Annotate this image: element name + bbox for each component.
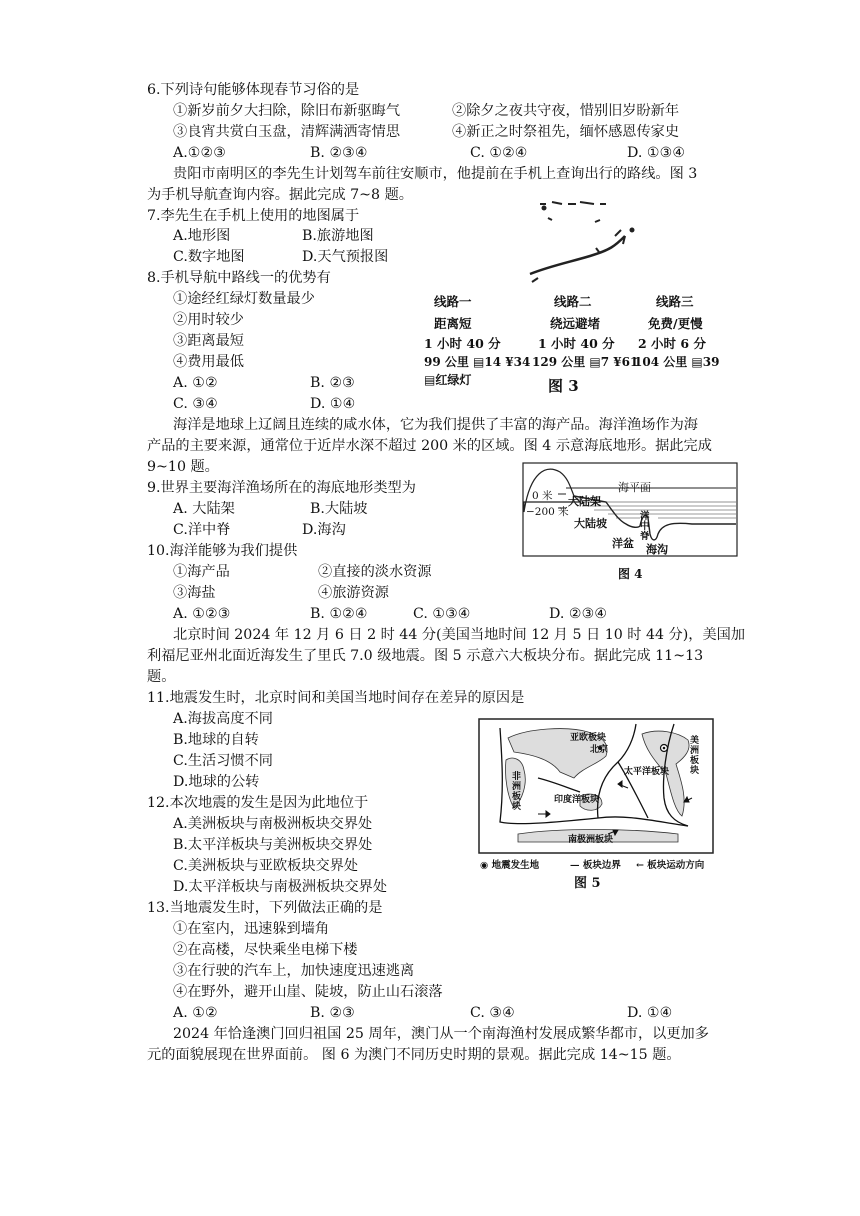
q12-option-d: D.太平洋板块与南极洲板块交界处 [173,879,388,895]
q6-item-2: ②除夕之夜共守夜，惜别旧岁盼新年 [452,103,680,119]
route-3-detail: 104 公里 ▤39 [634,355,720,369]
intro11-line-3: 题。 [147,669,176,685]
q12-option-a: A.美洲板块与南极洲板块交界处 [173,816,373,832]
route-3-tag: 免费/更慢 [648,316,703,331]
label-mid-ocean-ridge: 洋中脊 [640,511,650,542]
label-continental-shelf: 大陆架 [568,495,601,508]
q12-stem: 12.本次地震的发生是因为此地位于 [147,795,369,811]
q8-option-a: A. ①② [173,375,218,391]
intro11-line-1: 北京时间 2024 年 12 月 6 日 2 时 44 分(美国当地时间 12 月 5 日 10 时 44 分)，美国加 [173,627,746,643]
route-1-time: 1 小时 40 分 [424,336,501,351]
q7-option-b: B.旅游地图 [302,228,374,244]
boundary-line-icon: — [570,860,580,871]
q11-option-a: A.海拔高度不同 [173,711,273,727]
q13-item-1: ①在室内，迅速躲到墙角 [173,921,330,937]
q7-stem: 7.李先生在手机上使用的地图属于 [147,208,360,224]
q7-option-a: A.地形图 [173,228,231,244]
q10-stem: 10.海洋能够为我们提供 [147,543,298,559]
plate-eurasia: 亚欧板块 [570,733,607,743]
q11-option-d: D.地球的公转 [173,774,260,790]
q8-item-3: ③距离最短 [173,333,244,349]
q13-option-c: C. ③④ [470,1005,515,1021]
q6-item-1: ①新岁前夕大扫除，除旧布新驱晦气 [173,103,401,119]
q6-option-a: A.①②③ [173,145,226,161]
label-minus-200m: −200 米 [526,506,569,518]
q8-option-d: D. ①④ [310,396,356,412]
route-1-extra: ▤红绿灯 [424,373,472,387]
q6-item-4: ④新正之时祭祖先，缅怀感恩传家史 [452,124,680,140]
label-sea-level: 海平面 [618,481,651,494]
figure-4-caption: 图 4 [618,567,643,581]
intro9-line-2: 产品的主要来源，通常位于近岸水深不超过 200 米的区域。图 4 示意海底地形。据此完成 [147,438,712,454]
route-3-name: 线路三 [656,294,694,309]
q8-option-c: C. ③④ [173,396,218,412]
q7-option-d: D.天气预报图 [302,249,389,265]
q6-option-c: C. ①②④ [470,145,528,161]
legend-boundary-label: 板块边界 [582,860,621,871]
figure-5 [478,718,718,892]
q8-item-1: ①途经红绿灯数量最少 [173,291,315,307]
label-trench: 海沟 [646,543,668,556]
intro7-line-2: 为手机导航查询内容。据此完成 7~8 题。 [147,187,413,203]
q10-option-d: D. ②③④ [549,606,608,622]
q10-option-a: A. ①②③ [173,606,231,622]
q8-option-b: B. ②③ [310,375,355,391]
q9-option-b: B.大陆坡 [310,501,368,517]
intro11-line-2: 利福尼亚州北面近海发生了里氏 7.0 级地震。图 5 示意六大板块分布。据此完成 11~13 [147,648,704,664]
q8-item-4: ④费用最低 [173,354,244,370]
q8-item-2: ②用时较少 [173,312,244,328]
intro14-line-2: 元的面貌展现在世界面前。 图 6 为澳门不同历史时期的景观。据此完成 14~15 题。 [147,1047,681,1063]
q10-option-c: C. ①③④ [413,606,471,622]
plate-pacific: 太平洋板块 [624,767,670,777]
q9-option-d: D.海沟 [302,522,346,538]
route-2-tag: 绕远避堵 [550,316,601,331]
q6-option-d: D. ①③④ [627,145,686,161]
label-zero-m: 0 米 [532,490,553,502]
q12-option-b: B.太平洋板块与美洲板块交界处 [173,837,373,853]
route-1-tag: 距离短 [434,316,472,331]
q13-item-2: ②在高楼，尽快乘坐电梯下楼 [173,942,358,958]
route-2-name: 线路二 [554,294,592,309]
route-3-time: 2 小时 6 分 [638,336,706,351]
q10-option-b: B. ①②④ [310,606,368,622]
q8-stem: 8.手机导航中路线一的优势有 [147,270,331,286]
intro14-line-1: 2024 年恰逢澳门回归祖国 25 周年，澳门从一个南海渔村发展成繁华都市，以更加多 [173,1026,709,1042]
quake-location-icon: ◉ [480,860,489,871]
plate-americas: 美洲板块 [690,736,700,776]
legend-quake-label: 地震发生地 [491,860,540,871]
q13-option-d: D. ①④ [627,1005,673,1021]
q13-item-4: ④在野外，避开山崖、陡坡，防止山石滚落 [173,984,443,1000]
intro9-line-1: 海洋是地球上辽阔且连续的咸水体，它为我们提供了丰富的海产品。海洋渔场作为海 [173,417,698,433]
q13-option-b: B. ②③ [310,1005,355,1021]
q13-stem: 13.当地震发生时，下列做法正确的是 [147,900,383,916]
q7-option-c: C.数字地图 [173,249,245,265]
route-1-detail: 99 公里 ▤14 ¥34 [424,355,531,369]
figure-3 [420,196,720,396]
figure-3-caption: 图 3 [548,377,579,395]
q9-option-c: C.洋中脊 [173,522,231,538]
legend-quake [480,856,539,876]
q11-option-c: C.生活习惯不同 [173,753,273,769]
q10-item-1: ①海产品 [173,564,230,580]
plate-indian-ocean: 印度洋板块 [554,795,600,805]
plate-africa: 非洲板块 [512,772,522,812]
q6-item-3: ③良宵共赏白玉盘，清辉满洒寄情思 [173,124,401,140]
route-2-time: 1 小时 40 分 [538,336,615,351]
arrow-left-icon: ← [636,860,644,871]
q11-stem: 11.地震发生时，北京时间和美国当地时间存在差异的原因是 [147,690,525,706]
q6-option-b: B. ②③④ [310,145,368,161]
figure-5-caption: 图 5 [574,876,601,891]
q10-item-4: ④旅游资源 [318,585,389,601]
q11-option-b: B.地球的自转 [173,732,259,748]
legend-boundary [570,856,621,876]
q13-item-3: ③在行驶的汽车上，加快速度迅速逃离 [173,963,415,979]
legend-motion-label: 板块运动方向 [647,860,705,871]
city-beijing: 北京 [590,745,609,755]
route-2-detail: 129 公里 ▤7 ¥61 [532,355,639,369]
label-continental-slope: 大陆坡 [574,517,607,530]
q12-option-c: C.美洲板块与亚欧板块交界处 [173,858,359,874]
intro9-line-3: 9~10 题。 [147,459,219,475]
q13-option-a: A. ①② [173,1005,218,1021]
plate-antarctic: 南极洲板块 [568,835,614,845]
q9-stem: 9.世界主要海洋渔场所在的海底地形类型为 [147,480,416,496]
q10-item-3: ③海盐 [173,585,216,601]
label-ocean-basin: 洋盆 [612,537,634,550]
legend-motion [636,856,704,876]
figure-4 [522,462,738,582]
route-1-name: 线路一 [434,294,472,309]
q9-option-a: A. 大陆架 [173,501,235,517]
q10-item-2: ②直接的淡水资源 [318,564,432,580]
q6-stem: 6.下列诗句能够体现春节习俗的是 [147,82,360,98]
intro7-line-1: 贵阳市南明区的李先生计划驾车前往安顺市，他提前在手机上查询出行的路线。图 3 [173,166,698,182]
